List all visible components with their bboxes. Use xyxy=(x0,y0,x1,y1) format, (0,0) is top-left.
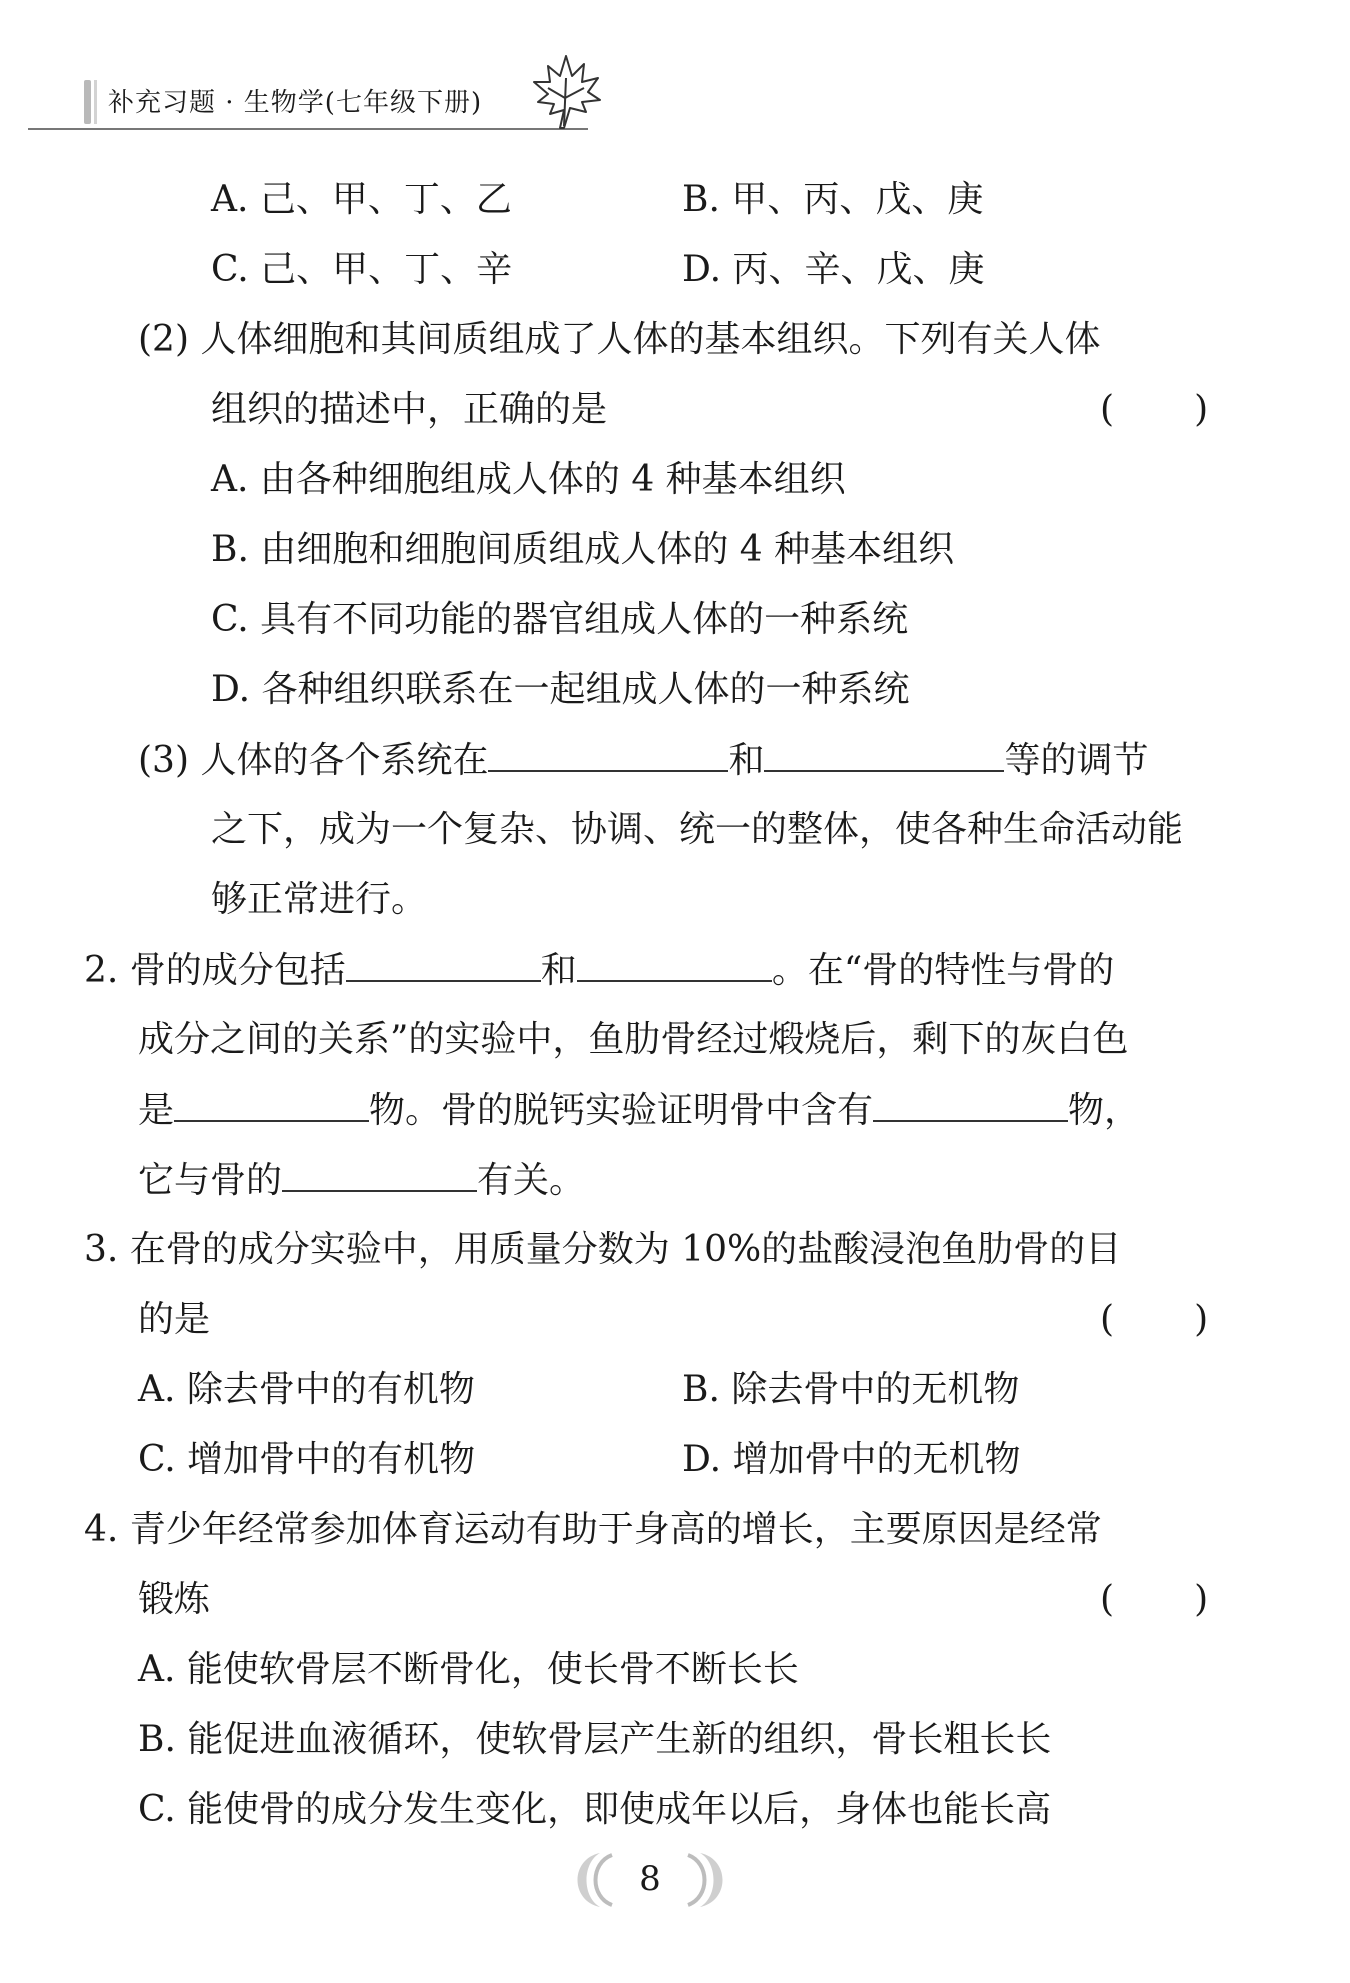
fill-blank xyxy=(346,946,541,982)
q4-stem: 4. 青少年经常参加体育运动有助于身高的增长，主要原因是经常 xyxy=(84,1509,1102,1550)
q3-stem: 3. 在骨的成分实验中，用质量分数为 10%的盐酸浸泡鱼肋骨的目 xyxy=(84,1229,1122,1270)
page-number: 8 xyxy=(639,1859,661,1899)
q2-text-g: 它与骨的 xyxy=(138,1160,283,1201)
page-number-badge xyxy=(560,1845,740,1915)
answer-paren: ( ) xyxy=(1100,1579,1209,1620)
q3-option-a: A. 除去骨中的有机物 xyxy=(138,1369,475,1410)
fill-blank xyxy=(873,1086,1068,1122)
q2-text-h: 有关。 xyxy=(477,1160,586,1201)
fill-blank xyxy=(764,736,1004,772)
q4-option-c: C. 能使骨的成分发生变化，即使成年以后，身体也能长高 xyxy=(138,1789,1052,1830)
q1-option-a: A. 己、甲、丁、乙 xyxy=(211,179,512,220)
header-title: 补充习题 · 生物学(七年级下册) xyxy=(108,88,483,118)
q1-2-option-d: D. 各种组织联系在一起组成人体的一种系统 xyxy=(211,669,910,710)
q1-3-cont2: 够正常进行。 xyxy=(211,879,428,920)
q1-3-text-c: 等的调节 xyxy=(1004,740,1149,781)
q3-stem-cont: 的是 xyxy=(138,1299,211,1340)
q1-2-stem-cont: 组织的描述中，正确的是 xyxy=(211,389,608,430)
q1-2-option-c: C. 具有不同功能的器官组成人体的一种系统 xyxy=(211,599,909,640)
q4-option-b: B. 能促进血液循环，使软骨层产生新的组织，骨长粗长长 xyxy=(138,1719,1052,1760)
q3-option-d: D. 增加骨中的无机物 xyxy=(682,1439,1021,1480)
q1-3-text-b: 和 xyxy=(728,740,765,781)
q2-text-b: 和 xyxy=(540,950,577,991)
header-bar-thin xyxy=(94,80,97,124)
q1-option-d: D. 丙、辛、戊、庚 xyxy=(682,249,985,290)
header-bar xyxy=(84,80,91,124)
fill-blank xyxy=(488,736,728,772)
fill-blank xyxy=(282,1156,477,1192)
q3-option-b: B. 除去骨中的无机物 xyxy=(682,1369,1020,1410)
q4-stem-cont: 锻炼 xyxy=(138,1579,211,1620)
fill-blank xyxy=(577,946,772,982)
q2-stem xyxy=(84,946,1114,995)
maple-leaf-icon xyxy=(520,48,610,138)
q2-text-d: 是 xyxy=(138,1090,175,1131)
q2-text-e: 物。骨的脱钙实验证明骨中含有 xyxy=(369,1090,874,1131)
header-rule xyxy=(28,128,588,130)
answer-paren: ( ) xyxy=(1100,389,1209,430)
q1-3-cont: 之下，成为一个复杂、协调、统一的整体，使各种生命活动能 xyxy=(211,809,1184,850)
q2-text-f: 物， xyxy=(1068,1090,1141,1131)
q1-2-stem: (2) 人体细胞和其间质组成了人体的基本组织。下列有关人体 xyxy=(138,319,1101,360)
q1-option-c: C. 己、甲、丁、辛 xyxy=(211,249,513,290)
q3-option-c: C. 增加骨中的有机物 xyxy=(138,1439,476,1480)
q1-option-b: B. 甲、丙、戊、庚 xyxy=(682,179,984,220)
q4-option-a: A. 能使软骨层不断骨化，使长骨不断长长 xyxy=(138,1649,799,1690)
answer-paren: ( ) xyxy=(1100,1299,1209,1340)
q2-cont: 成分之间的关系”的实验中，鱼肋骨经过煅烧后，剩下的灰白色 xyxy=(138,1019,1129,1060)
q2-cont3 xyxy=(138,1156,585,1205)
fill-blank xyxy=(174,1086,369,1122)
q2-cont2 xyxy=(138,1086,1140,1135)
q2-text-a: 2. 骨的成分包括 xyxy=(84,950,346,991)
q1-3-text-a: (3) 人体的各个系统在 xyxy=(138,740,489,781)
q1-2-option-b: B. 由细胞和细胞间质组成人体的 4 种基本组织 xyxy=(211,529,955,570)
q1-3-stem xyxy=(138,736,1148,785)
q2-text-c: 。在“骨的特性与骨的 xyxy=(771,950,1115,991)
q1-2-option-a: A. 由各种细胞组成人体的 4 种基本组织 xyxy=(211,459,846,500)
